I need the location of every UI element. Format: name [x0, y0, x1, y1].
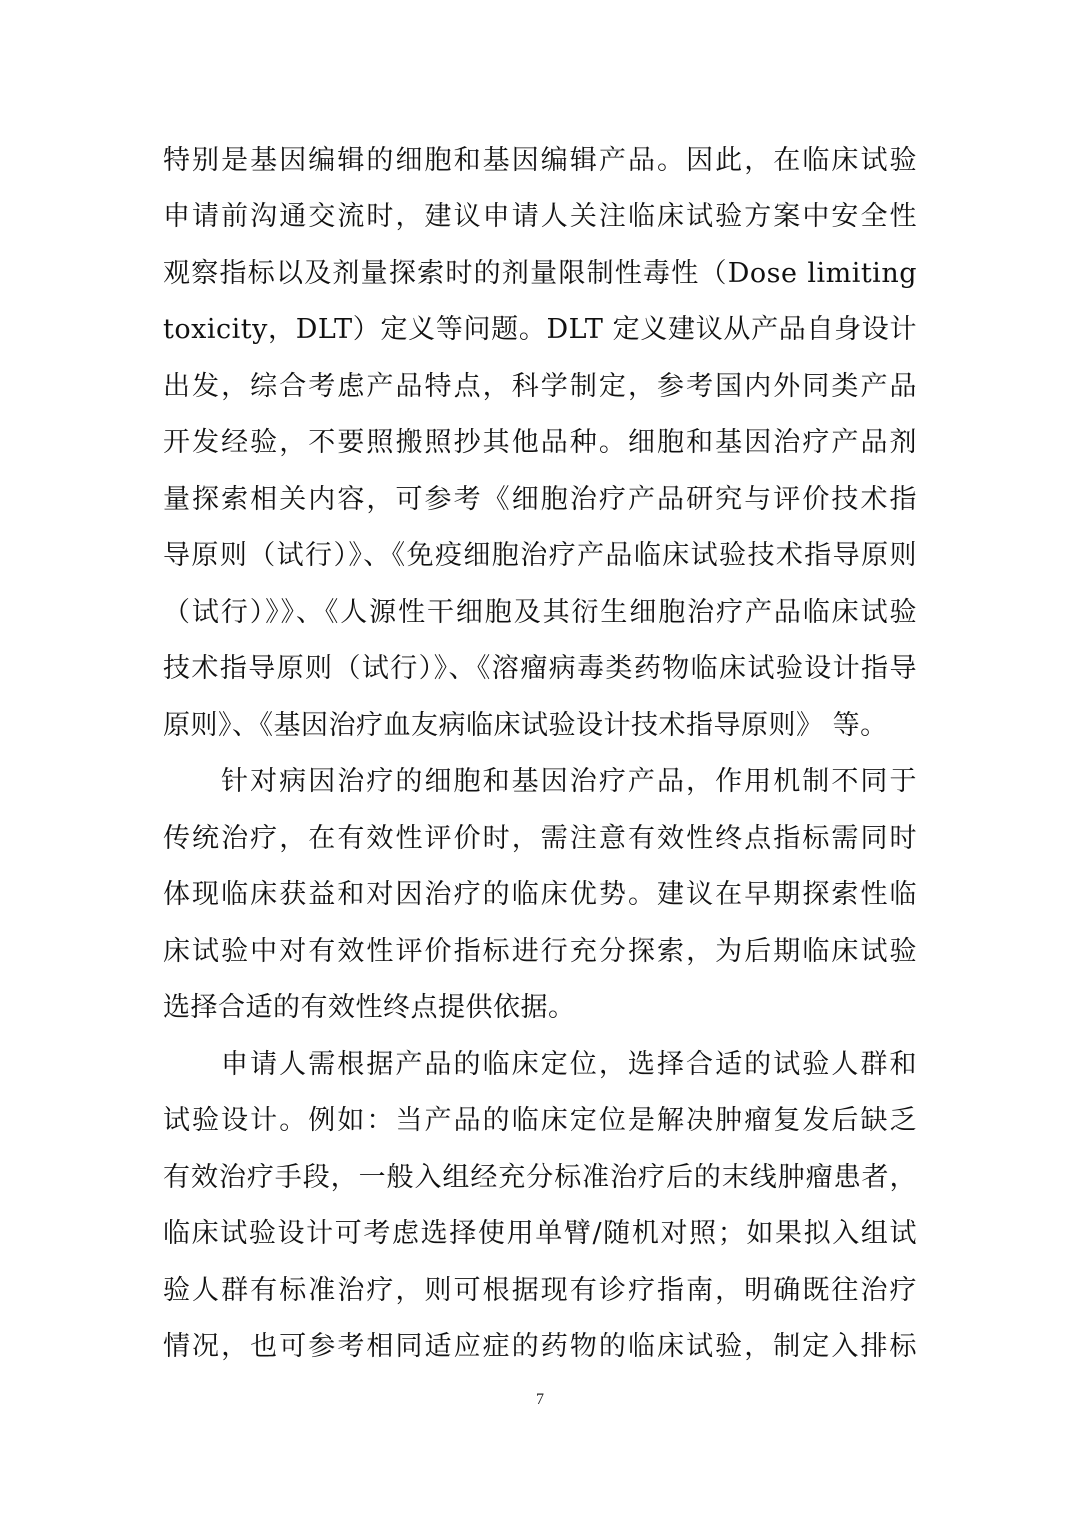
- body-text-line-13: 传统治疗，在有效性评价时，需注意有效性终点指标需同时: [163, 823, 917, 854]
- body-text-line-11: 原则》、《基因治疗血友病临床试验设计技术指导原则》 等。: [163, 710, 888, 741]
- body-text-line-4: toxicity，DLT）定义等问题。DLT 定义建议从产品自身设计: [163, 314, 917, 345]
- body-text-line-14: 体现临床获益和对因治疗的临床优势。建议在早期探索性临: [163, 879, 917, 910]
- body-text-line-7: 量探索相关内容，可参考《细胞治疗产品研究与评价技术指: [163, 484, 917, 515]
- body-text-line-3: 观察指标以及剂量探索时的剂量限制性毒性（Dose limiting: [163, 258, 917, 289]
- page-number: 7: [536, 1391, 544, 1408]
- body-text-line-2: 申请前沟通交流时，建议申请人关注临床试验方案中安全性: [163, 201, 917, 232]
- body-text-line-16: 选择合适的有效性终点提供依据。: [163, 992, 576, 1023]
- body-text-line-9: （试行）》》、《人源性干细胞及其衍生细胞治疗产品临床试验: [163, 597, 917, 628]
- body-text-line-21: 验人群有标准治疗，则可根据现有诊疗指南，明确既往治疗: [163, 1275, 917, 1306]
- body-text-line-6: 开发经验，不要照搬照抄其他品种。细胞和基因治疗产品剂: [163, 427, 917, 458]
- body-text-line-20: 临床试验设计可考虑选择使用单臂/随机对照；如果拟入组试: [163, 1218, 917, 1249]
- body-text-line-1: 特别是基因编辑的细胞和基因编辑产品。因此，在临床试验: [163, 145, 917, 176]
- body-text-line-15: 床试验中对有效性评价指标进行充分探索，为后期临床试验: [163, 936, 917, 967]
- body-text-line-18: 试验设计。例如：当产品的临床定位是解决肿瘤复发后缺乏: [163, 1105, 917, 1136]
- body-text-line-8: 导原则（试行）》、《免疫细胞治疗产品临床试验技术指导原则: [163, 540, 917, 571]
- body-text-line-5: 出发，综合考虑产品特点，科学制定，参考国内外同类产品: [163, 371, 917, 402]
- body-text-line-22: 情况，也可参考相同适应症的药物的临床试验，制定入排标: [163, 1331, 917, 1362]
- body-text-line-19: 有效治疗手段，一般入组经充分标准治疗后的末线肿瘤患者，: [163, 1162, 917, 1193]
- body-text-line-10: 技术指导原则（试行）》、《溶瘤病毒类药物临床试验设计指导: [163, 653, 917, 684]
- body-text-line-17: 申请人需根据产品的临床定位，选择合适的试验人群和: [221, 1049, 917, 1080]
- body-text-line-12: 针对病因治疗的细胞和基因治疗产品，作用机制不同于: [221, 766, 917, 797]
